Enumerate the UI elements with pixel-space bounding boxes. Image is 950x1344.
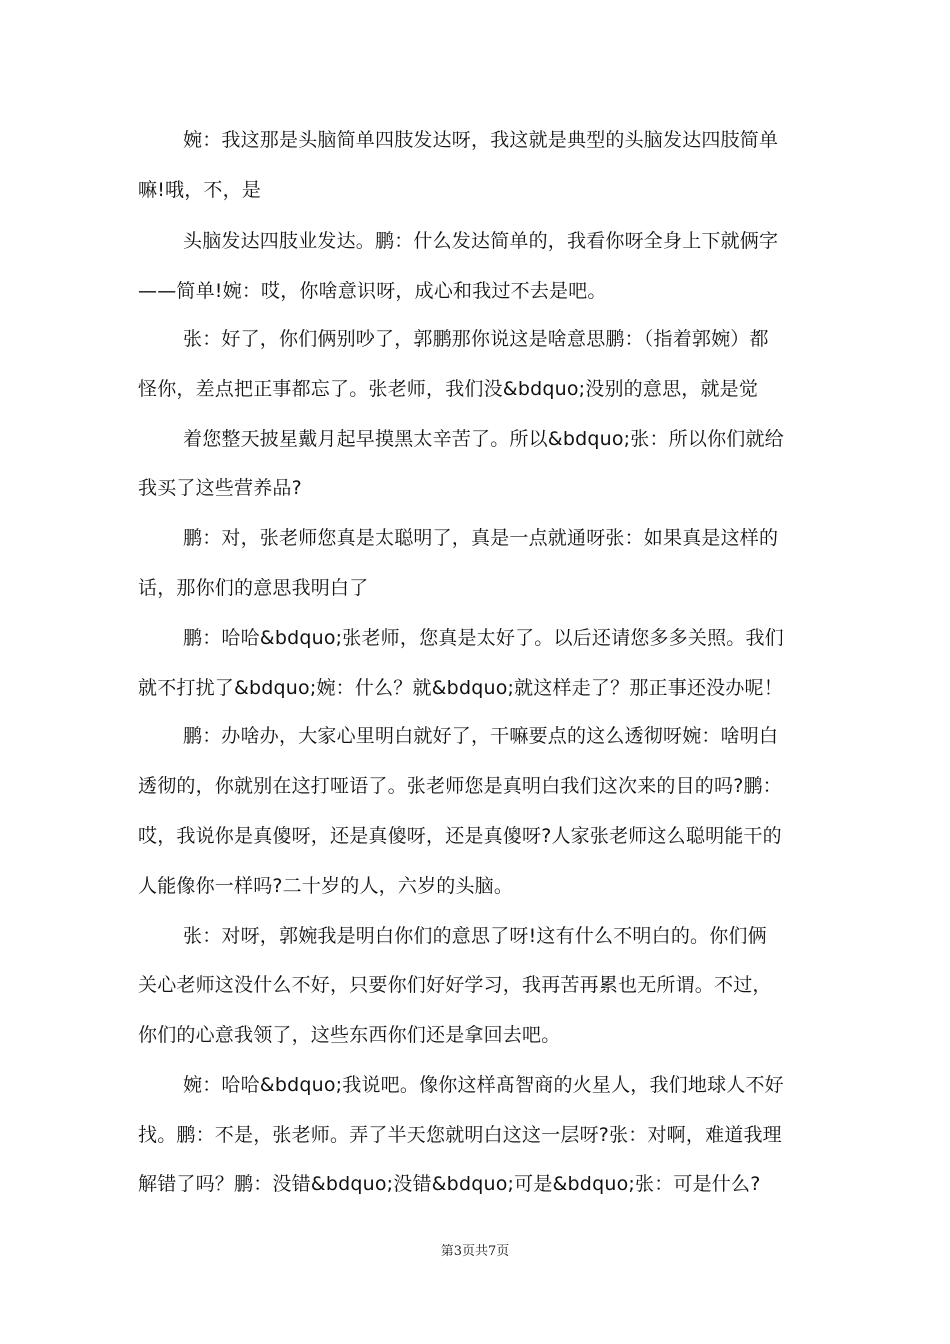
text-line: 哎，我说你是真傻呀，还是真傻呀，还是真傻呀?人家张老师这么聪明能干的: [138, 825, 782, 847]
text-line: 怪你，差点把正事都忘了。张老师，我们没&bdquo;没别的意思，就是觉: [138, 378, 759, 400]
text-line: 找。鹏：不是，张老师。弄了半天您就明白这这一层呀?张：对啊，难道我理: [138, 1124, 782, 1146]
text-line: 话，那你们的意思我明白了: [138, 577, 369, 599]
text-line: 人能像你一样吗?二十岁的人，六岁的头脑。: [138, 875, 514, 897]
text-line: 着您整天披星戴月起早摸黑太辛苦了。所以&bdquo;张：所以你们就给: [183, 428, 784, 450]
text-line: 头脑发达四肢业发达。鹏：什么发达简单的，我看你呀全身上下就俩字: [183, 230, 779, 252]
text-line: 透彻的，你就别在这打哑语了。张老师您是真明白我们这次来的目的吗?鹏：: [138, 775, 782, 797]
page-number: 第3页共7页: [440, 1244, 510, 1259]
text-line: 张：好了，你们俩别吵了，郭鹏那你说这是啥意思鹏：（指着郭婉）都: [183, 328, 769, 350]
text-line: ——简单!婉：哎，你啥意识呀，成心和我过不去是吧。: [138, 280, 607, 302]
text-line: 我买了这些营养品?: [138, 477, 302, 499]
text-line: 鹏：办啥办，大家心里明白就好了，干嘛要点的这么透彻呀婉：啥明白: [183, 725, 779, 747]
text-line: 解错了吗？鹏：没错&bdquo;没错&bdquo;可是&bdquo;张：可是什么?: [138, 1173, 761, 1195]
text-line: 婉：哈哈&bdquo;我说吧。像你这样髙智商的火星人，我们地球人不好: [183, 1074, 784, 1096]
text-line: 鹏：哈哈&bdquo;张老师，您真是太好了。以后还请您多多关照。我们: [183, 627, 784, 649]
text-line: 嘛!哦，不，是: [138, 179, 262, 201]
text-line: 关心老师这没什么不好，只要你们好好学习，我再苦再累也无所谓。不过，: [138, 974, 772, 996]
text-line: 就不打扰了&bdquo;婉：什么？就&bdquo;就这样走了？那正事还没办呢！: [138, 677, 783, 699]
text-line: 鹏：对，张老师您真是太聪明了，真是一点就通呀张：如果真是这样的: [183, 527, 779, 549]
text-line: 婉：我这那是头脑简单四肢发达呀，我这就是典型的头脑发达四肢简单: [183, 129, 779, 151]
text-line: 你们的心意我领了，这些东西你们还是拿回去吧。: [138, 1024, 561, 1046]
text-line: 张：对呀，郭婉我是明白你们的意思了呀!这有什么不明白的。你们俩: [183, 925, 767, 947]
